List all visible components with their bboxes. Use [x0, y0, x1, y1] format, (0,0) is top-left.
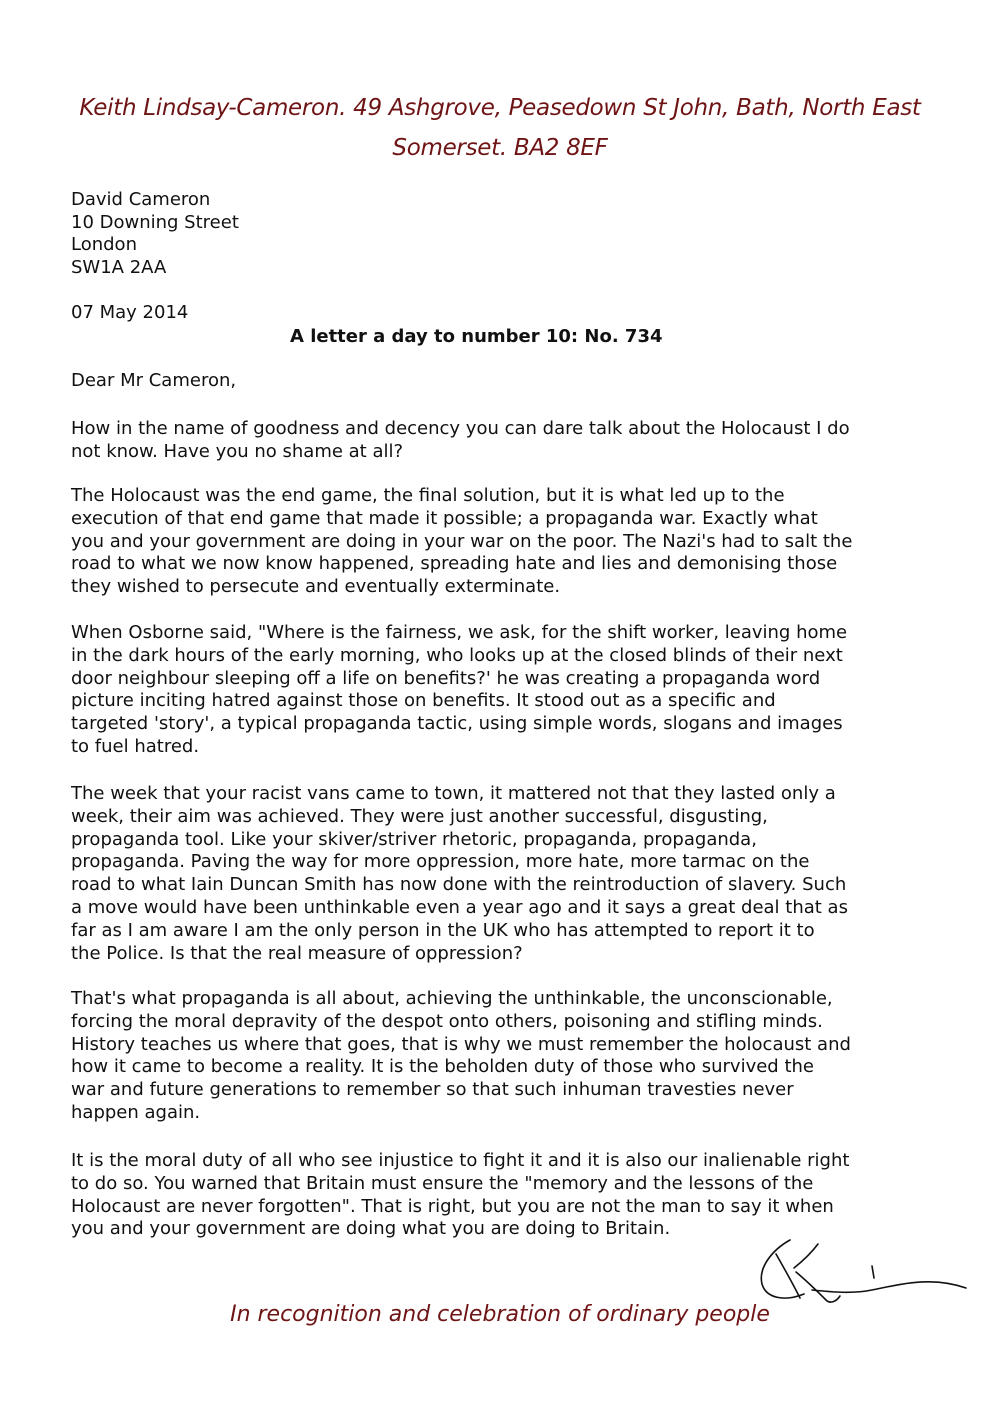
paragraph-line: the Police. Is that the real measure of oppression? — [71, 942, 523, 964]
paragraph-line: execution of that end game that made it possible; a propaganda war. Exactly what — [71, 507, 818, 529]
recipient-street: 10 Downing Street — [71, 211, 239, 233]
paragraph-line: how it came to become a reality. It is the beholden duty of those who survived the — [71, 1056, 814, 1078]
paragraph-line: in the dark hours of the early morning, who looks up at the closed blinds of their next — [71, 644, 843, 666]
letterhead — [0, 88, 1000, 168]
paragraph-line: door neighbour sleeping off a life on benefits?' he was creating a propaganda word — [71, 667, 821, 689]
recipient-name: David Cameron — [71, 189, 211, 210]
paragraph-4 — [71, 783, 951, 965]
letter-date: 07 May 2014 — [71, 302, 189, 323]
paragraph-line: far as I am aware I am the only person in the UK who has attempted to report it to — [71, 919, 815, 941]
letterhead-line-1: Keith Lindsay-Cameron. 49 Ashgrove, Peasedown St John, Bath, North East — [79, 95, 921, 121]
paragraph-line: road to what we now know happened, spreading hate and lies and demonising those — [71, 553, 838, 575]
paragraph-line: to fuel hatred. — [71, 735, 200, 757]
letterhead-line-2: Somerset. BA2 8EF — [392, 135, 608, 161]
paragraph-line: Holocaust are never forgotten". That is right, but you are not the man to say it when — [71, 1195, 834, 1217]
paragraph-line: a move would have been unthinkable even a year ago and it says a great deal that as — [71, 896, 848, 918]
paragraph-line: they wished to persecute and eventually exterminate. — [71, 576, 561, 598]
recipient-postcode: SW1A 2AA — [71, 256, 167, 278]
paragraph-2 — [71, 485, 951, 599]
paragraph-line: not know. Have you no shame at all? — [71, 440, 404, 462]
salutation: Dear Mr Cameron, — [71, 370, 237, 391]
paragraph-line: you and your government are doing what you are doing to Britain. — [71, 1218, 671, 1240]
paragraph-line: week, their aim was achieved. They were just another successful, disgusting, — [71, 805, 768, 827]
paragraph-line: It is the moral duty of all who see injustice to fight it and it is also our inalienable right — [71, 1150, 850, 1171]
paragraph-line: road to what Iain Duncan Smith has now done with the reintroduction of slavery. Such — [71, 874, 847, 896]
paragraph-line: History teaches us where that goes, that is why we must remember the holocaust and — [71, 1033, 851, 1055]
paragraph-1 — [71, 418, 951, 464]
paragraph-line: picture inciting hatred against those on benefits. It stood out as a specific and — [71, 690, 776, 712]
paragraph-line: How in the name of goodness and decency you can dare talk about the Holocaust I do — [71, 418, 850, 439]
letter-heading: A letter a day to number 10: No. 734 — [290, 326, 663, 347]
paragraph-line: to do so. You warned that Britain must ensure the "memory and the lessons of the — [71, 1172, 814, 1194]
paragraph-line: When Osborne said, "Where is the fairness, we ask, for the shift worker, leaving home — [71, 622, 848, 643]
paragraph-line: war and future generations to remember so that such inhuman travesties never — [71, 1079, 794, 1101]
footer-tagline: In recognition and celebration of ordinary people — [230, 1302, 770, 1327]
paragraph-line: targeted 'story', a typical propaganda tactic, using simple words, slogans and images — [71, 713, 843, 735]
paragraph-line: The Holocaust was the end game, the final solution, but it is what led up to the — [71, 485, 785, 506]
paragraph-3 — [71, 622, 951, 759]
paragraph-line: you and your government are doing in your war on the poor. The Nazi's had to salt the — [71, 530, 853, 552]
paragraph-line: forcing the moral depravity of the despot onto others, poisoning and stifling minds. — [71, 1010, 823, 1032]
paragraph-line: propaganda. Paving the way for more oppression, more hate, more tarmac on the — [71, 851, 810, 873]
paragraph-line: That's what propaganda is all about, achieving the unthinkable, the unconscionable, — [71, 988, 833, 1009]
paragraph-6 — [71, 1150, 951, 1241]
paragraph-5 — [71, 988, 951, 1125]
paragraph-line: The week that your racist vans came to town, it mattered not that they lasted only a — [71, 783, 836, 804]
recipient-city: London — [71, 234, 137, 255]
recipient-address — [71, 189, 239, 279]
paragraph-line: propaganda tool. Like your skiver/striver rhetoric, propaganda, propaganda, — [71, 828, 757, 850]
paragraph-line: happen again. — [71, 1101, 201, 1123]
